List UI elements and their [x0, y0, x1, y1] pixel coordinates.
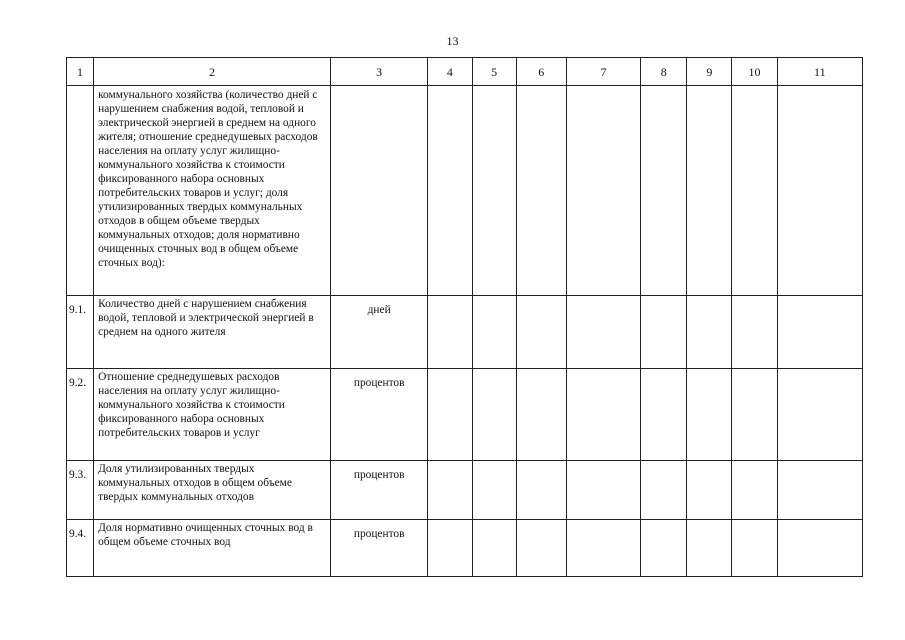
empty-cell	[428, 461, 472, 520]
empty-cell	[732, 369, 777, 461]
header-cell: 7	[566, 58, 640, 86]
empty-cell	[566, 296, 640, 369]
indicator-text: Количество дней с нарушением снабжения водой, тепловой и электрической энергией в среднем на одного жителя	[94, 296, 331, 369]
table-row	[67, 369, 863, 461]
empty-cell	[472, 369, 516, 461]
empty-cell	[566, 86, 640, 296]
empty-cell	[472, 461, 516, 520]
empty-cell	[428, 369, 472, 461]
empty-cell	[777, 86, 862, 296]
empty-cell	[732, 296, 777, 369]
header-cell: 11	[777, 58, 862, 86]
empty-cell	[516, 369, 566, 461]
header-cell: 3	[330, 58, 427, 86]
row-number: 9.2.	[67, 369, 94, 461]
empty-cell	[732, 86, 777, 296]
header-cell: 5	[472, 58, 516, 86]
empty-cell	[687, 296, 732, 369]
empty-cell	[687, 461, 732, 520]
table-row	[67, 520, 863, 577]
empty-cell	[428, 86, 472, 296]
empty-cell	[516, 520, 566, 577]
row-number: 9.1.	[67, 296, 94, 369]
indicator-text: коммунального хозяйства (количество дней с нарушением снабжения водой, тепловой и электрической энергией в среднем на одного жителя; отношение среднедушевых расходов населения на оплату услуг жилищно-коммунального хозяйства к стоимости фиксированного набора основных потребительских товаров и услуг; доля утилизированных твердых коммунальных отходов в общем объеме твердых коммунальных отходов; доля нормативно очищенных сточных вод в общем объеме сточных вод):	[94, 86, 331, 296]
row-number: 9.3.	[67, 461, 94, 520]
indicators-table	[66, 57, 863, 577]
empty-cell	[777, 520, 862, 577]
empty-cell	[732, 520, 777, 577]
empty-cell	[641, 296, 687, 369]
empty-cell	[516, 296, 566, 369]
page-number: 13	[446, 34, 459, 48]
empty-cell	[566, 461, 640, 520]
empty-cell	[641, 520, 687, 577]
empty-cell	[687, 86, 732, 296]
empty-cell	[472, 296, 516, 369]
row-number: 9.4.	[67, 520, 94, 577]
row-number	[67, 86, 94, 296]
unit-cell: процентов	[330, 461, 427, 520]
table-row	[67, 296, 863, 369]
indicator-text: Отношение среднедушевых расходов населения на оплату услуг жилищно-коммунального хозяйства к стоимости фиксированного набора основных потребительских товаров и услуг	[94, 369, 331, 461]
empty-cell	[777, 461, 862, 520]
header-cell: 1	[67, 58, 94, 86]
header-cell: 10	[732, 58, 777, 86]
empty-cell	[566, 369, 640, 461]
empty-cell	[641, 86, 687, 296]
indicator-text: Доля утилизированных твердых коммунальных отходов в общем объеме твердых коммунальных отходов	[94, 461, 331, 520]
table-row	[67, 461, 863, 520]
empty-cell	[566, 520, 640, 577]
empty-cell	[472, 86, 516, 296]
empty-cell	[687, 520, 732, 577]
empty-cell	[428, 520, 472, 577]
header-cell: 2	[94, 58, 331, 86]
empty-cell	[777, 296, 862, 369]
header-cell: 8	[641, 58, 687, 86]
unit-cell	[330, 86, 427, 296]
unit-cell: процентов	[330, 520, 427, 577]
unit-cell: дней	[330, 296, 427, 369]
empty-cell	[732, 461, 777, 520]
empty-cell	[641, 369, 687, 461]
empty-cell	[516, 461, 566, 520]
header-cell: 6	[516, 58, 566, 86]
unit-cell: процентов	[330, 369, 427, 461]
table-header-row	[67, 58, 863, 86]
empty-cell	[777, 369, 862, 461]
empty-cell	[472, 520, 516, 577]
empty-cell	[687, 369, 732, 461]
header-cell: 9	[687, 58, 732, 86]
table-row	[67, 86, 863, 296]
header-cell: 4	[428, 58, 472, 86]
indicator-text: Доля нормативно очищенных сточных вод в общем объеме сточных вод	[94, 520, 331, 577]
empty-cell	[516, 86, 566, 296]
empty-cell	[641, 461, 687, 520]
empty-cell	[428, 296, 472, 369]
